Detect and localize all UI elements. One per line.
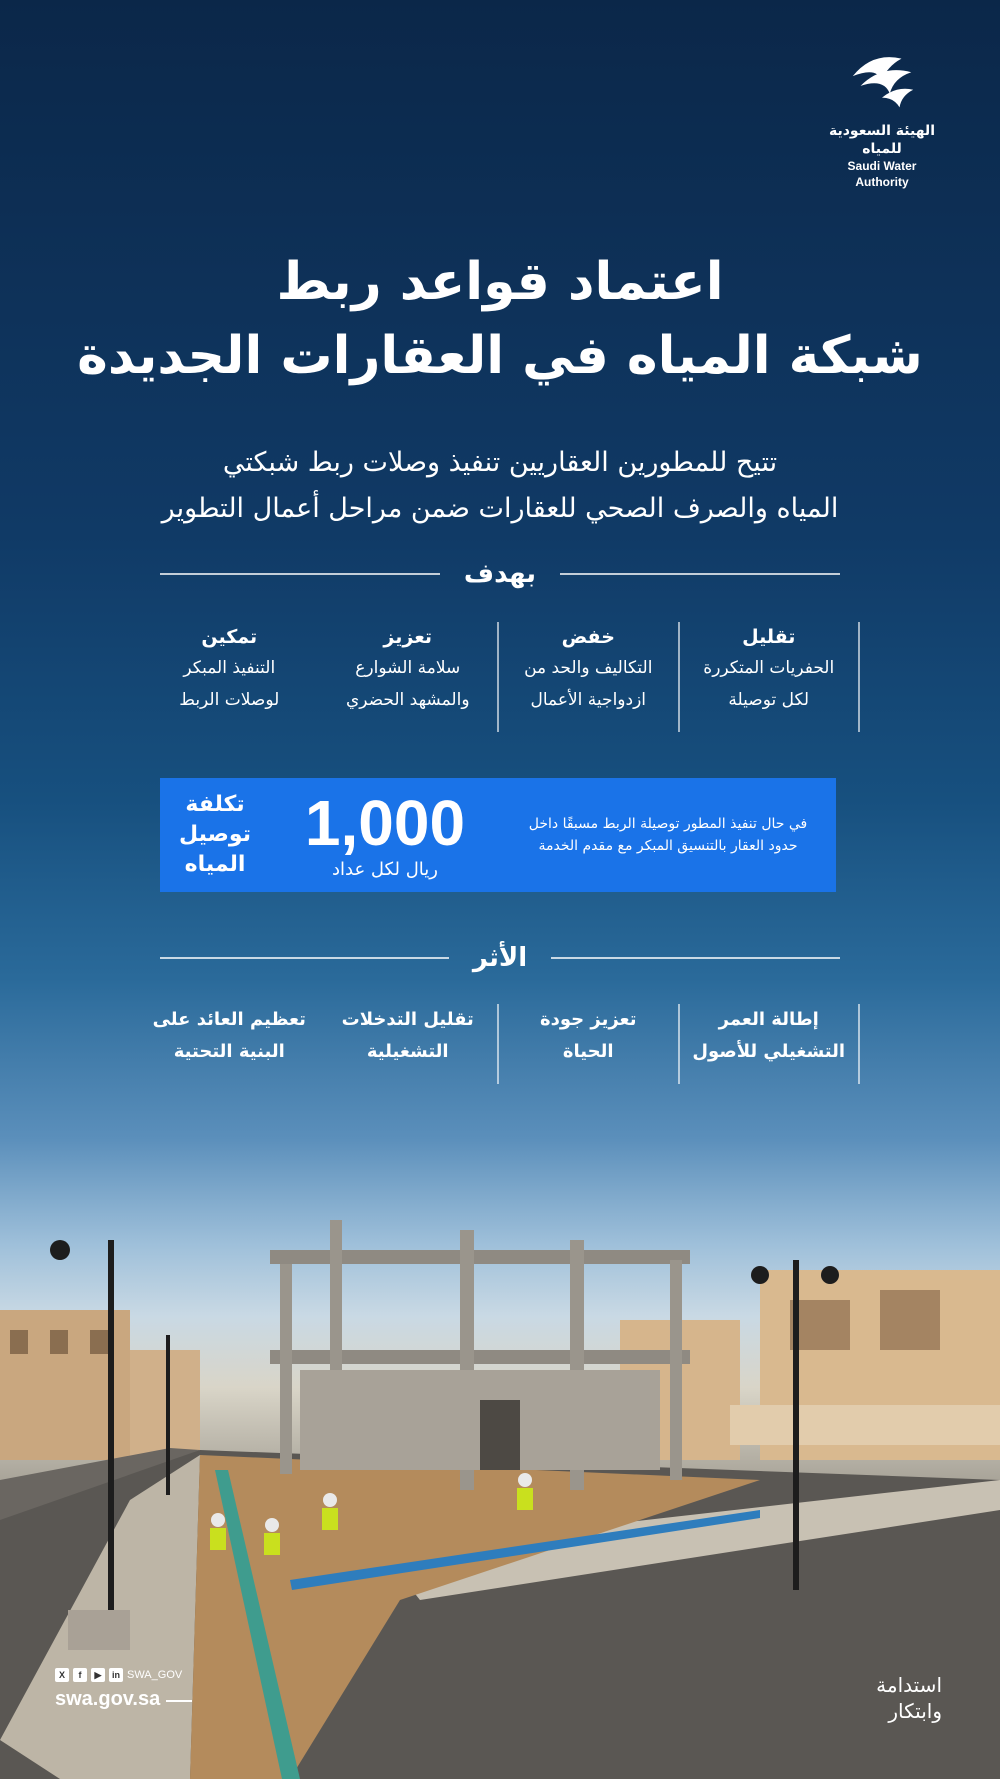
impact-line: تعظيم العائد على — [152, 1009, 306, 1030]
goals-heading — [160, 554, 840, 594]
website-row — [55, 1688, 192, 1711]
goal-line: لوصلات الربط — [179, 690, 280, 710]
goal-line: لكل توصيلة — [728, 690, 810, 710]
headline-line-1: اعتماد قواعد ربط — [276, 252, 724, 312]
cost-amount-block — [270, 788, 500, 882]
impact-line: البنية التحتية — [173, 1041, 285, 1062]
subtitle-line-2: المياه والصرف الصحي للعقارات ضمن مراحل أعمال التطوير — [161, 493, 839, 524]
facebook-icon[interactable]: f — [73, 1668, 87, 1682]
slogan-line-2: وابتكار — [888, 1699, 942, 1723]
impact-line: إطالة العمر — [718, 1009, 819, 1030]
youtube-icon[interactable]: ▶ — [91, 1668, 105, 1682]
divider-line — [160, 573, 440, 575]
impact-heading — [160, 938, 840, 978]
impact-item — [140, 1004, 319, 1084]
subtitle-line-1: تتيح للمطورين العقاريين تنفيذ وصلات ربط شبكتي — [222, 447, 778, 478]
impact-line: تعزيز جودة — [540, 1009, 637, 1030]
impact-line: التشغيلية — [366, 1041, 449, 1062]
goal-line: والمشهد الحضري — [345, 690, 470, 710]
goal-item — [499, 622, 680, 732]
cost-label-line: المياه — [184, 852, 246, 877]
goal-title: تعزيز — [383, 626, 433, 648]
cost-note-line: في حال تنفيذ المطور توصيلة الربط مسبقًا داخل — [528, 816, 808, 832]
goal-line: التنفيذ المبكر — [183, 658, 276, 678]
cost-label — [160, 790, 270, 880]
goal-title: تقليل — [742, 626, 796, 648]
cost-amount: 1,000 — [304, 787, 466, 859]
subtitle — [120, 440, 880, 532]
goal-line: الحفريات المتكررة — [703, 658, 835, 678]
impact-item — [499, 1004, 680, 1084]
cost-box — [160, 778, 836, 892]
cost-unit: ريال لكل عداد — [332, 859, 438, 880]
goal-item — [680, 622, 861, 732]
goal-line: سلامة الشوارع — [355, 658, 461, 678]
linkedin-icon[interactable]: in — [109, 1668, 123, 1682]
footer-left — [55, 1668, 192, 1711]
goal-item — [140, 622, 319, 732]
swa-logo-icon — [843, 46, 921, 116]
goal-line: التكاليف والحد من — [524, 658, 653, 678]
logo-name-en: Saudi Water Authority — [847, 159, 917, 189]
goal-item — [319, 622, 500, 732]
x-icon[interactable]: X — [55, 1668, 69, 1682]
goal-title: تمكين — [201, 626, 258, 648]
impact-item — [680, 1004, 861, 1084]
goals-heading-text: بهدف — [463, 559, 537, 589]
goals-list — [140, 622, 860, 732]
headline — [0, 245, 1000, 393]
impact-list — [140, 1004, 860, 1084]
divider-line — [160, 957, 449, 959]
cost-label-line: توصيل — [179, 822, 251, 847]
impact-line: تقليل التدخلات — [341, 1009, 474, 1030]
swa-logo — [822, 46, 942, 190]
goal-line: ازدواجية الأعمال — [530, 690, 646, 710]
slogan — [876, 1672, 942, 1724]
impact-item — [319, 1004, 500, 1084]
website-underline — [166, 1700, 192, 1702]
goal-title: خفض — [561, 626, 615, 648]
slogan-line-1: استدامة — [876, 1673, 942, 1697]
divider-line — [560, 573, 840, 575]
divider-line — [551, 957, 840, 959]
cost-note — [500, 813, 836, 857]
headline-line-2: شبكة المياه في العقارات الجديدة — [77, 326, 923, 386]
cost-label-line: تكلفة — [185, 792, 245, 817]
impact-heading-text: الأثر — [472, 943, 528, 973]
impact-line: التشغيلي للأصول — [692, 1041, 846, 1062]
social-links — [55, 1668, 192, 1682]
impact-line: الحياة — [562, 1041, 614, 1062]
social-handle: SWA_GOV — [127, 1669, 183, 1681]
logo-name-ar: الهيئة السعودية للمياه — [828, 123, 935, 157]
cost-note-line: حدود العقار بالتنسيق المبكر مع مقدم الخدمة — [538, 838, 798, 854]
website-link[interactable]: swa.gov.sa — [55, 1688, 161, 1710]
